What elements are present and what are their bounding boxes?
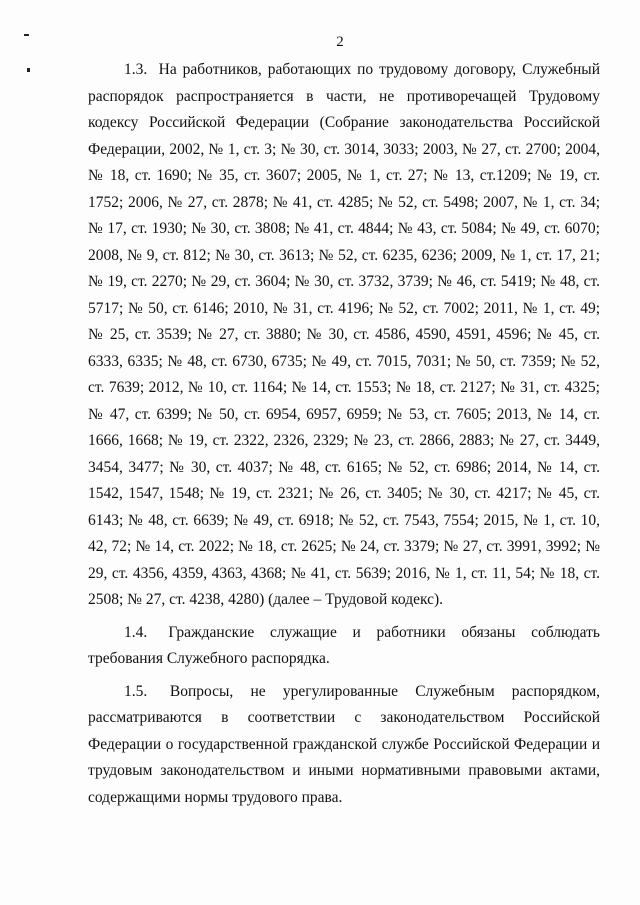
- paragraph-text: Гражданские служащие и работники обязаны соблюдать требования Служебного распорядка.: [88, 623, 600, 667]
- scan-artifact: [27, 68, 30, 72]
- document-body: [88, 57, 600, 817]
- page-number: 2: [336, 34, 344, 50]
- paragraph-number: 1.3.: [124, 61, 148, 78]
- paragraph-1-3: [88, 57, 600, 614]
- paragraph-1-5: [88, 679, 600, 812]
- paragraph-number: 1.5.: [124, 682, 148, 700]
- paragraph-number: 1.4.: [124, 623, 148, 641]
- paragraph-1-4: [88, 620, 600, 673]
- paragraph-text: На работников, работающих по трудовому договору, Служебный распорядок распространяется в части, не противоречащей Трудовому кодексу Российской Федерации (Собрание законодательства Российской Федерации, 2002, № 1, ст. 3; № 30, ст. 3014, 3033; 2003, № 27, ст. 2700; 2004, № 18, ст. 1690; № 35, ст. 3607; 2005, № 1, ст. 27; № 13, ст.1209; № 19, ст. 1752; 2006, № 27, ст. 2878; № 41, ст. 4285; № 52, ст. 5498; 2007, № 1, ст. 34; № 17, ст. 1930; № 30, ст. 3808; № 41, ст. 4844; № 43, ст. 5084; № 49, ст. 6070; 2008, № 9, ст. 812; № 30, ст. 3613; № 52, ст. 6235, 6236; 2009, № 1, ст. 17, 21; № 19, ст. 2270; № 29, ст. 3604; № 30, ст. 3732, 3739; № 46, ст. 5419; № 48, ст. 5717; № 50, ст. 6146; 2010, № 31, ст. 4196; № 52, ст. 7002; 2011, № 1, ст. 49; № 25, ст. 3539; № 27, ст. 3880; № 30, ст. 4586, 4590, 4591, 4596; № 45, ст. 6333, 6335; № 48, ст. 6730, 6735; № 49, ст. 7015, 7031; № 50, ст. 7359; № 52, ст. 7639; 2012, № 10, ст. 1164; № 14, ст. 1553; № 18, ст. 2127; № 31, ст. 4325; № 47, ст. 6399; № 50, ст. 6954, 6957, 6959; № 53, ст. 7605; 2013, № 14, ст. 1666, 1668; № 19, ст. 2322, 2326, 2329; № 23, ст. 2866, 2883; № 27, ст. 3449, 3454, 3477; № 30, ст. 4037; № 48, ст. 6165; № 52, ст. 6986; 2014, № 14, ст. 1542, 1547, 1548; № 19, ст. 2321; № 26, ст. 3405; № 30, ст. 4217; № 45, ст. 6143; № 48, ст. 6639; № 49, ст. 6918; № 52, ст. 7543, 7554; 2015, № 1, ст. 10, 42, 72; № 14, ст. 2022; № 18, ст. 2625; № 24, ст. 3379; № 27, ст. 3991, 3992; № 29, ст. 4356, 4359, 4363, 4368; № 41, ст. 5639; 2016, № 1, ст. 11, 54; № 18, ст. 2508; № 27, ст. 4238, 4280) (далее – Трудовой кодекс).: [88, 61, 601, 608]
- paragraph-text: Вопросы, не урегулированные Служебным распорядком, рассматриваются в соответствии с законодательством Российской Федерации о государственной гражданской службе Российской Федерации и трудовым законодательством и иными нормативными правовыми актами, содержащими нормы трудового права.: [88, 682, 601, 806]
